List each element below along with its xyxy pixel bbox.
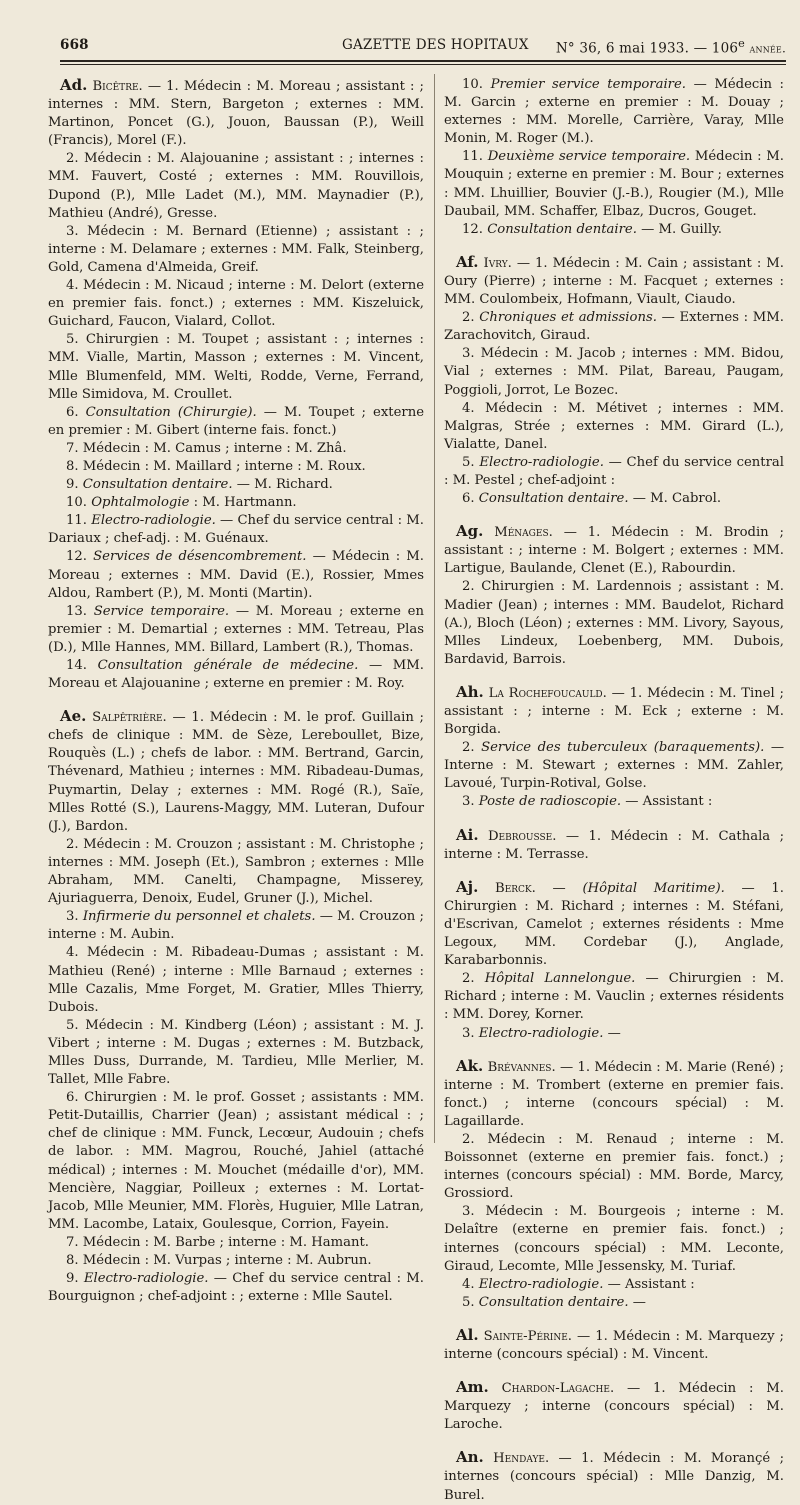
service-entry xyxy=(48,657,424,693)
section-code: Al. xyxy=(456,1325,479,1344)
issue-date: N° 36, 6 mai 1933. — 106 xyxy=(555,40,739,57)
entry-text: — M. Guilly. xyxy=(641,221,722,237)
entry-text: Médecin : M. Bourgeois ; interne : M. Delaître (externe en premier fais. fonct.) ; internes (concours spécial) : MM. Leconte, Giraud, Lecomte, Mlle Jessensky, M. Turiaf. xyxy=(444,1204,784,1274)
service-entry xyxy=(48,1252,424,1270)
entry-text: Médecin : M. Marquezy ; interne (concours spécial) : M. Vincent. xyxy=(444,1328,784,1362)
section-heading-entry xyxy=(48,76,424,150)
entry-number: — 1. xyxy=(627,1381,666,1397)
service-entry xyxy=(48,494,424,512)
entry-text: : M. Hartmann. xyxy=(193,495,297,511)
service-label: Consultation générale de médecine. xyxy=(97,658,359,673)
service-label: (Hôpital Maritime). xyxy=(582,880,725,896)
entry-text: — M. Toupet ; externe en premier : M. Gibert (interne fais. fonct.) xyxy=(48,404,424,438)
service-label: Service temporaire. xyxy=(93,603,230,619)
entry-text: Médecin : M. Marquezy ; interne (concours spécial) : M. Laroche. xyxy=(444,1381,784,1433)
section-af xyxy=(444,253,784,508)
entry-text: — Chef du service central : M. Dariaux ; chef-adj. : M. Guénaux. xyxy=(48,513,424,547)
entry-text: Médecin : M. Maillard ; interne : M. Roux. xyxy=(82,458,366,474)
section-al xyxy=(444,1326,784,1364)
entry-text: Médecin : M. Alajouanine ; assistant : ; internes : MM. Fauvert, Costé ; externes : MM. Rouvillois, Dupond (P.), Mlle Ladet (M.), MM. Maynadier (P.), Mathieu (André), Gresse. xyxy=(48,151,424,221)
entry-text: — M. Crouzon ; interne : M. Aubin. xyxy=(48,909,424,943)
entry-text: Médecin : M. Vurpas ; interne : M. Aubrun. xyxy=(82,1253,372,1268)
section-code: Ak. xyxy=(456,1056,484,1075)
section-code: Aj. xyxy=(456,877,479,896)
entry-text: — M. Richard. xyxy=(236,477,333,493)
service-label: Electro-radiologie. xyxy=(478,1276,604,1292)
section-heading-entry xyxy=(444,1326,784,1364)
entry-number: 3. xyxy=(462,346,475,362)
entry-number: 5. xyxy=(462,454,475,470)
service-entry xyxy=(444,148,784,220)
service-entry xyxy=(444,221,784,239)
entry-number: 4. xyxy=(462,1276,475,1292)
section-ak xyxy=(444,1057,784,1312)
entry-text: Médecin : M. Barbe ; interne : M. Hamant. xyxy=(82,1234,369,1250)
hospital-name: Berck. xyxy=(495,880,536,896)
service-label: Electro-radiologie. xyxy=(83,1271,209,1287)
entry-text: — Assistant : xyxy=(625,794,713,810)
section-heading-entry xyxy=(444,253,784,309)
entry-text: — xyxy=(607,1025,621,1041)
section-heading-entry xyxy=(444,826,784,864)
entry-number: 6. xyxy=(66,1090,79,1106)
entry-text: Médecin : M. Cathala ; interne : M. Terrasse. xyxy=(444,828,785,862)
entry-text: Médecin : M. Ribadeau-Dumas ; assistant : M. Mathieu (René) ; interne : Mlle Barnaud ; externes : Mlle Cazalis, Mme Forget, M. Gratier, Mlles Thierry, Dubois. xyxy=(48,945,424,1015)
left-column xyxy=(48,76,424,1306)
entry-number: 10. xyxy=(462,77,483,92)
entry-number: — 1. xyxy=(577,1328,608,1344)
service-label: Poste de radioscopie. xyxy=(478,794,622,810)
service-entry xyxy=(444,454,784,490)
section-heading-entry xyxy=(444,1378,784,1434)
entry-text: — M. Cabrol. xyxy=(632,491,722,507)
section-heading-entry xyxy=(444,878,784,970)
entry-number: 2. xyxy=(462,579,475,595)
hospital-name: Ivry. xyxy=(483,255,512,271)
service-label: Chroniques et admissions. xyxy=(479,310,657,326)
column-divider xyxy=(434,74,435,1143)
service-label: Premier service temporaire. xyxy=(490,77,686,92)
entry-text: Médecin : M. Jacob ; internes : MM. Bidou, Vial ; externes : MM. Pilat, Bareau, Paugam, Poggioli, Jorrot, Le Bozec. xyxy=(444,346,785,398)
entry-number: 5. xyxy=(66,332,79,348)
service-entry xyxy=(444,1131,784,1203)
entry-text: — Médecin : M. Moreau ; externes : MM. David (E.), Rossier, Mmes Aldou, Rambert (P.), M. Monti (Martin). xyxy=(48,549,424,601)
entry-number: 8. xyxy=(66,458,79,474)
section-code: Af. xyxy=(456,252,479,271)
entry-text: — Assistant : xyxy=(607,1276,695,1292)
section-code: An. xyxy=(456,1448,484,1467)
entry-number: 3. xyxy=(66,909,79,925)
entry-text: Médecin : M. Tinel ; assistant : ; interne : M. Eck ; externe : M. Borgida. xyxy=(444,685,784,738)
entry-number: 2. xyxy=(462,310,475,326)
service-label: Hôpital Lannelongue. xyxy=(484,971,636,987)
entry-text: — Chef du service central : M. Bourguignon ; chef-adjoint : ; externe : Mlle Sautel. xyxy=(48,1271,424,1305)
service-entry xyxy=(48,836,424,908)
section-am xyxy=(444,1378,784,1434)
service-entry xyxy=(48,1270,424,1306)
section-code: Ad. xyxy=(60,76,88,94)
entry-text: Médecin : M. Marie (René) ; interne : M. Trombert (externe en premier fais. fonct.) ; interne (concours spécial) : M. Lagaillarde. xyxy=(444,1059,784,1129)
section-code: Ae. xyxy=(60,707,87,726)
entry-number: 3. xyxy=(462,1204,475,1220)
page-number: 668 xyxy=(60,37,89,53)
entry-number: — 1. xyxy=(172,710,205,726)
entry-number: — 1. xyxy=(559,1059,591,1075)
entry-text: Médecin : M. Camus ; interne : M. Zhâ. xyxy=(82,440,347,456)
entry-number: 7. xyxy=(66,1234,79,1250)
entry-text: Médecin : M. Mouquin ; externe en premier : M. Bour ; externes : MM. Lhuillier, Bouvier (J.-B.), Rougier (M.), Mlle Daubail, MM. Schaffer, Elbaz, Ducros, Gouget. xyxy=(444,149,784,219)
section-heading-entry xyxy=(444,683,784,739)
service-label: Electro-radiologie. xyxy=(479,454,604,470)
entry-text: Médecin : M. Crouzon ; assistant : M. Christophe ; internes : MM. Joseph (Et.), Sambron ; externes : Mlle Abraham, MM. Canelti, Champagne, Misserey, Ajuriaguerra, Denoix, Eudel, Gruner (J.), Michel. xyxy=(48,836,425,907)
section-code: Ai. xyxy=(456,825,479,844)
entry-number: 11. xyxy=(66,513,87,529)
service-label: Service des tuberculeux (baraquements). xyxy=(481,740,765,756)
entry-number: 7. xyxy=(66,440,79,456)
entry-number: 3. xyxy=(66,223,79,239)
entry-number: 6. xyxy=(462,491,475,507)
entry-number: 4. xyxy=(66,278,79,294)
service-label: Electro-radiologie. xyxy=(478,1025,604,1041)
service-entry xyxy=(48,1017,424,1089)
entry-text: Médecin : M. Kindberg (Léon) ; assistant : M. J. Vibert ; interne : M. Dugas ; externes : M. Butzback, Mlles Duss, Durrande, M. Tardieu, Mlle Merlier, M. Tallet, Mlle Fabre. xyxy=(48,1017,424,1088)
page-header xyxy=(60,37,786,59)
entry-number: 3. xyxy=(462,1025,475,1041)
entry-number: 2. xyxy=(66,151,79,167)
service-entry xyxy=(48,548,424,602)
entry-number: 12. xyxy=(66,549,87,565)
service-entry xyxy=(444,793,784,811)
entry-number: 14. xyxy=(66,658,87,673)
entry-text: — Interne : M. Stewart ; externes : MM. Zahler, Lavoué, Turpin-Rotival, Golse. xyxy=(444,740,784,792)
entry-number: 5. xyxy=(66,1017,79,1033)
service-entry xyxy=(444,309,784,345)
service-entry xyxy=(48,440,424,458)
entry-text: — 1. Chirurgien : M. Richard ; internes : M. Stéfani, d'Escrivan, Camelot ; externes résidents : Mme Legoux, MM. Cordebar (J.), Anglade, Karabarbonnis. xyxy=(444,880,784,969)
service-entry xyxy=(444,578,784,668)
service-entry xyxy=(48,603,424,657)
entry-number: 2. xyxy=(66,836,79,852)
entry-text: Médecin : M. Bernard (Etienne) ; assistant : ; interne : M. Delamare ; externes : MM. Falk, Steinberg, Gold, Camena d'Almeida, Greif. xyxy=(48,223,424,275)
entry-text: Médecin : M. Morançé ; internes (concours spécial) : Mlle Danzig, M. Burel. xyxy=(444,1451,785,1503)
entry-text: — M. Moreau ; externe en premier : M. Demartial ; externes : MM. Tetreau, Plas (D.), Mlle Hannes, MM. Billard, Lambert (R.), Thomas. xyxy=(48,603,424,655)
service-entry xyxy=(444,76,784,148)
hospital-name: Sainte-Périne. xyxy=(483,1328,572,1344)
service-entry xyxy=(48,476,424,494)
entry-number: 2. xyxy=(462,1131,475,1147)
entry-number: 11. xyxy=(462,149,483,165)
entry-text: Chirurgien : M. Lardennois ; assistant : M. Madier (Jean) ; internes : MM. Baudelot, Richard (A.), Bloch (Léon) ; externes : MM. Livory, Sayous, Mlles Lindeux, Loebenberg, MM. Dubois, Bardavid, Barrois. xyxy=(444,579,784,667)
service-entry xyxy=(48,331,424,403)
entry-number: 9. xyxy=(66,477,79,493)
entry-number: 13. xyxy=(66,603,87,619)
hospital-name: Hendaye. xyxy=(493,1451,550,1467)
hospital-name: Debrousse. xyxy=(487,828,557,844)
service-entry xyxy=(444,1294,784,1312)
service-label: Consultation dentaire. xyxy=(487,221,637,237)
entry-number: — 1. xyxy=(147,79,179,94)
entry-number: 10. xyxy=(66,495,87,511)
entry-number: 6. xyxy=(66,404,79,420)
service-label: Infirmerie du personnel et chalets. xyxy=(82,909,316,925)
entry-text: — xyxy=(632,1294,646,1310)
entry-number: — 1. xyxy=(611,685,643,701)
service-entry xyxy=(444,345,784,399)
service-entry xyxy=(48,1089,424,1234)
header-rule xyxy=(60,60,786,62)
entry-number: 2. xyxy=(462,971,475,987)
issue-line xyxy=(556,37,786,57)
service-entry xyxy=(444,1025,784,1043)
hospital-name: La Rochefoucauld. xyxy=(488,685,607,701)
service-label: Consultation dentaire. xyxy=(478,1294,629,1310)
section-heading-entry xyxy=(444,522,784,578)
journal-title: GAZETTE DES HOPITAUX xyxy=(342,37,529,53)
entry-text: Chirurgien : M. le prof. Gosset ; assistants : MM. Petit-Dutaillis, Charrier (Jean) ; assistant médical : ; chef de clinique : MM. Funck, Lecœur, Audouin ; chefs de labor. : MM. Magrou, Rouché, Jahiel (attaché médical) ; internes : M. Mouchet (médaille d'or), MM. Mencière, Naggiar, Poilleux ; externes : M. Lortat-Jacob, Mlle Meunier, MM. Florès, Huguier, Mlle Latran, MM. Lacombe, Lataix, Goulesque, Corrion, Fayein. xyxy=(48,1090,424,1232)
service-label: Ophtalmologie xyxy=(91,495,190,511)
section-ai xyxy=(444,826,784,864)
section-an xyxy=(444,1448,784,1504)
hospital-name: Ménages. xyxy=(494,525,553,541)
section-heading-entry xyxy=(444,1448,784,1504)
hospital-name: Bicêtre. xyxy=(92,79,143,94)
issue-year-label: année. xyxy=(749,41,786,56)
entry-text: Médecin : M. le prof. Guillain ; chefs de clinique : MM. de Sèze, Lereboullet, Bize, Rouquès (L.) ; chefs de labor. : MM. Bertrand, Garcin, Thévenard, Mathieu ; internes : MM. Ribadeau-Dumas, Puymartin, Delay ; externes : MM. Rogé (R.), Saïe, Mlles Rotté (S.), Laurens-Maggy, MM. Luteran, Dufour (J.), Bardon. xyxy=(48,710,424,834)
entry-number: — xyxy=(552,880,566,896)
section-ae-continued xyxy=(444,76,784,239)
entry-number: 5. xyxy=(462,1294,475,1310)
service-label: Deuxième service temporaire. xyxy=(487,149,691,165)
service-label: Electro-radiologie. xyxy=(91,513,216,529)
service-entry xyxy=(48,512,424,548)
entry-text: — Médecin : M. Garcin ; externe en premier : M. Douay ; externes : MM. Morelle, Carrière, Varay, Mlle Monin, M. Roger (M.). xyxy=(444,77,785,147)
service-label: Consultation (Chirurgie). xyxy=(85,404,257,420)
entry-number: 12. xyxy=(462,221,483,237)
service-entry xyxy=(48,458,424,476)
service-entry xyxy=(444,1276,784,1294)
section-heading-entry xyxy=(444,1057,784,1131)
service-entry xyxy=(48,223,424,277)
entry-text: Médecin : M. Nicaud ; interne : M. Delort (externe en premier fais. fonct.) ; externes : MM. Kiszeluick, Guichard, Faucon, Vialard, Collot. xyxy=(48,278,424,330)
right-column xyxy=(444,76,784,1505)
section-aj xyxy=(444,878,784,1043)
section-ah xyxy=(444,683,784,812)
entry-text: Médecin : M. Brodin ; assistant : ; interne : M. Bolgert ; externes : MM. Lartigue, Baulande, Clenet (E.), Rabourdin. xyxy=(444,525,784,577)
hospital-name: Salpêtrière. xyxy=(92,710,167,726)
service-entry xyxy=(444,400,784,454)
service-label: Consultation dentaire. xyxy=(478,491,629,507)
entry-number: 8. xyxy=(66,1253,79,1268)
entry-text: Médecin : M. Moreau ; assistant : ; internes : MM. Stern, Bargeton ; externes : MM. Martinon, Poncet (G.), Jouon, Baussan (P.), Weill (Francis), Morel (F.). xyxy=(48,79,425,149)
header-rule-thin xyxy=(60,64,786,65)
entry-number: 9. xyxy=(66,1271,79,1287)
entry-text: Chirurgien : M. Toupet ; assistant : ; internes : MM. Vialle, Martin, Masson ; externes : M. Vincent, Mlle Blumenfeld, MM. Welti, Rodde, Verne, Ferrand, Mlle Simidova, M. Croullet. xyxy=(48,332,424,402)
service-entry xyxy=(48,944,424,1016)
entry-number: 4. xyxy=(462,400,475,416)
service-entry xyxy=(48,150,424,222)
entry-number: — 1. xyxy=(565,828,602,844)
section-ad xyxy=(48,76,424,693)
service-entry xyxy=(48,404,424,440)
entry-number: 4. xyxy=(66,945,79,961)
entry-text: — MM. Moreau et Alajouanine ; externe en premier : M. Roy. xyxy=(48,658,424,692)
section-code: Ag. xyxy=(456,522,484,541)
entry-number: — 1. xyxy=(558,1451,594,1467)
entry-text: Médecin : M. Métivet ; internes : MM. Malgras, Strée ; externes : MM. Girard (L.), Vialatte, Danel. xyxy=(444,400,784,452)
service-entry xyxy=(444,1203,784,1275)
entry-text: — Chirurgien : M. Richard ; interne : M. Vauclin ; externes résidents : MM. Dorey, Korner. xyxy=(444,971,784,1023)
service-label: Services de désencombrement. xyxy=(93,549,307,565)
service-entry xyxy=(48,1234,424,1252)
section-code: Ah. xyxy=(456,682,484,701)
service-entry xyxy=(444,739,784,793)
entry-number: — 1. xyxy=(563,525,601,541)
entry-text: — Chef du service central : M. Pestel ; chef-adjoint : xyxy=(444,454,784,488)
entry-text: Médecin : M. Renaud ; interne : M. Boissonnet (externe en premier fais. fonct.) ; internes (concours spécial) : MM. Borde, Marcy, Grossiord. xyxy=(444,1131,784,1202)
service-entry xyxy=(48,277,424,331)
hospital-name: Chardon-Lagache. xyxy=(501,1381,615,1397)
section-heading-entry xyxy=(48,707,424,836)
entry-number: 3. xyxy=(462,794,475,810)
section-ag xyxy=(444,522,784,669)
service-entry xyxy=(48,908,424,944)
section-code: Am. xyxy=(456,1378,489,1397)
entry-text: Médecin : M. Cain ; assistant : M. Oury (Pierre) ; interne : M. Facquet ; externes : MM. Coulombeix, Hofmann, Viault, Ciaudo. xyxy=(444,255,784,308)
entry-number: — 1. xyxy=(516,255,548,271)
entry-number: 2. xyxy=(462,740,475,756)
issue-sup: e xyxy=(738,37,746,50)
service-label: Consultation dentaire. xyxy=(82,477,233,493)
entry-text: — Externes : MM. Zarachovitch, Giraud. xyxy=(444,310,784,344)
service-entry xyxy=(444,490,784,508)
service-entry xyxy=(444,970,784,1024)
hospital-name: Brévannes. xyxy=(487,1059,556,1075)
section-ae xyxy=(48,707,424,1306)
